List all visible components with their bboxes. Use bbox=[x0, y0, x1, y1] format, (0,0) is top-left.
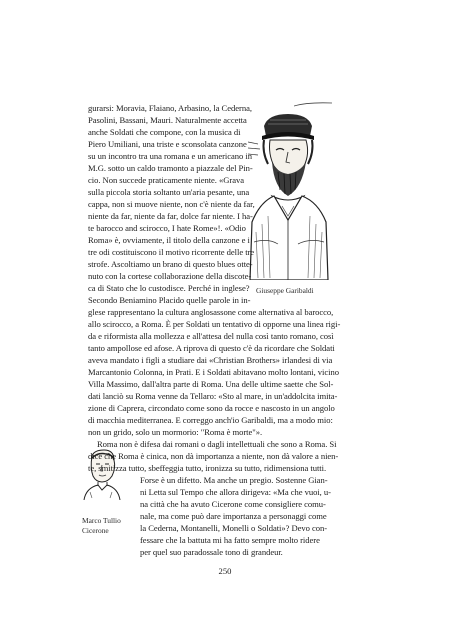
body-line: Secondo Beniamino Placido quelle parole in in- bbox=[88, 295, 251, 305]
body-line: tanto ampollose ed afose. A riprova di questo c'è da ricordare che Soldati bbox=[88, 343, 335, 353]
body-line: te barocco and scirocco, I hate Rome»!. «Odio bbox=[88, 223, 246, 233]
body-line: M.G. sotto un caldo tramonto a piazzale del Pin- bbox=[88, 163, 253, 173]
body-line: sulla piccola storia soltanto un'aria pesante, una bbox=[88, 187, 250, 197]
body-line: cio. Non succede praticamente niente. «Grava bbox=[88, 175, 244, 185]
body-line: Roma non è difesa dai romani o dagli intellettuali che sono a Roma. Si bbox=[97, 439, 337, 449]
body-line: allo scirocco, a Roma. È per Soldati un tentativo di opporne una linea rigi- bbox=[88, 319, 341, 329]
garibaldi-portrait bbox=[248, 92, 330, 280]
body-line: zione di Caprera, circondato come sono da rocce e nascosto in un angolo bbox=[88, 403, 335, 413]
body-line: cappa, non si muove niente, non c'è niente da far, bbox=[88, 199, 255, 209]
body-line: fessare che la battuta mi ha fatto sempre molto ridere bbox=[140, 535, 320, 545]
body-line: Forse è un difetto. Ma anche un pregio. Sostenne Gian- bbox=[140, 475, 328, 485]
body-line: di macchia mediterranea. E correggo anch'io Garibaldi, ma a modo mio: bbox=[88, 415, 333, 425]
body-line: nale, ma come può dare importanza a personaggi come bbox=[140, 511, 327, 521]
body-line: Pasolini, Bassani, Mauri. Naturalmente accetta bbox=[88, 115, 247, 125]
body-line: non un grido, solo un mormorio: "Roma è morte"». bbox=[88, 427, 263, 437]
body-line: per quel suo paradossale tono di grandeur. bbox=[140, 547, 283, 557]
body-line: gurarsi: Moravia, Flaiano, Arbasino, la Cederna, bbox=[88, 103, 252, 113]
body-line: dice che Roma è cinica, non dà importanza a niente, non dà valore a nien- bbox=[88, 451, 339, 461]
scan-mark bbox=[294, 100, 334, 108]
body-line: ca di Stato che lo custodisce. Perché in inglese? bbox=[88, 283, 250, 293]
body-line: tre odi costituiscono il motivo ricorrente delle tre bbox=[88, 247, 255, 257]
body-line: nuto con la cortese collaborazione della discote- bbox=[88, 271, 252, 281]
body-line: dati lanciò su Roma venne da Tellaro: «Sto al mare, in un'addolcita imita- bbox=[88, 391, 338, 401]
body-line: strofe. Ascoltiamo un brano di questo blues otte- bbox=[88, 259, 253, 269]
body-line: la Cederna, Montanelli, Monelli o Soldati»? Devo con- bbox=[140, 523, 328, 533]
cicerone-caption-line1: Marco Tullio bbox=[82, 516, 121, 525]
body-line: Villa Massimo, dall'altra parte di Roma. Una delle ultime saette che Sol- bbox=[88, 379, 334, 389]
cicerone-caption-line2: Cicerone bbox=[82, 526, 109, 535]
body-line: glese rappresentano la cultura anglosassone come alternativa al barocco, bbox=[88, 307, 334, 317]
body-line: te, smitizza tutto, sbeffeggia tutto, ironizza su tutto, ridimensiona tutti. bbox=[88, 463, 327, 473]
body-line: aveva mandato i figli a studiare dai «Christian Brothers» irlandesi di via bbox=[88, 355, 333, 365]
body-line: na città che ha avuto Cicerone come consigliere comu- bbox=[140, 499, 326, 509]
body-line: su un incontro tra una romana e un americano in bbox=[88, 151, 252, 161]
body-line: Piero Umiliani, una triste e sconsolata canzone bbox=[88, 139, 247, 149]
body-line: Roma» è, ovviamente, il titolo della canzone e i bbox=[88, 235, 250, 245]
body-line: da e riformista alla mollezza e all'attesa del nulla così tanto romano, così bbox=[88, 331, 334, 341]
body-line: anche Soldati che compone, con la musica di bbox=[88, 127, 241, 137]
garibaldi-caption: Giuseppe Garibaldi bbox=[256, 286, 314, 295]
body-line: Marcantonio Colonna, in Prati. E i Soldati abitavano molto lontani, vicino bbox=[88, 367, 339, 377]
body-line: ni Letta sul Tempo che allora dirigeva: «Ma che vuoi, u- bbox=[140, 487, 331, 497]
page-number: 250 bbox=[218, 566, 232, 576]
body-line: niente da far, niente da far, dolce far niente. I ha- bbox=[88, 211, 253, 221]
